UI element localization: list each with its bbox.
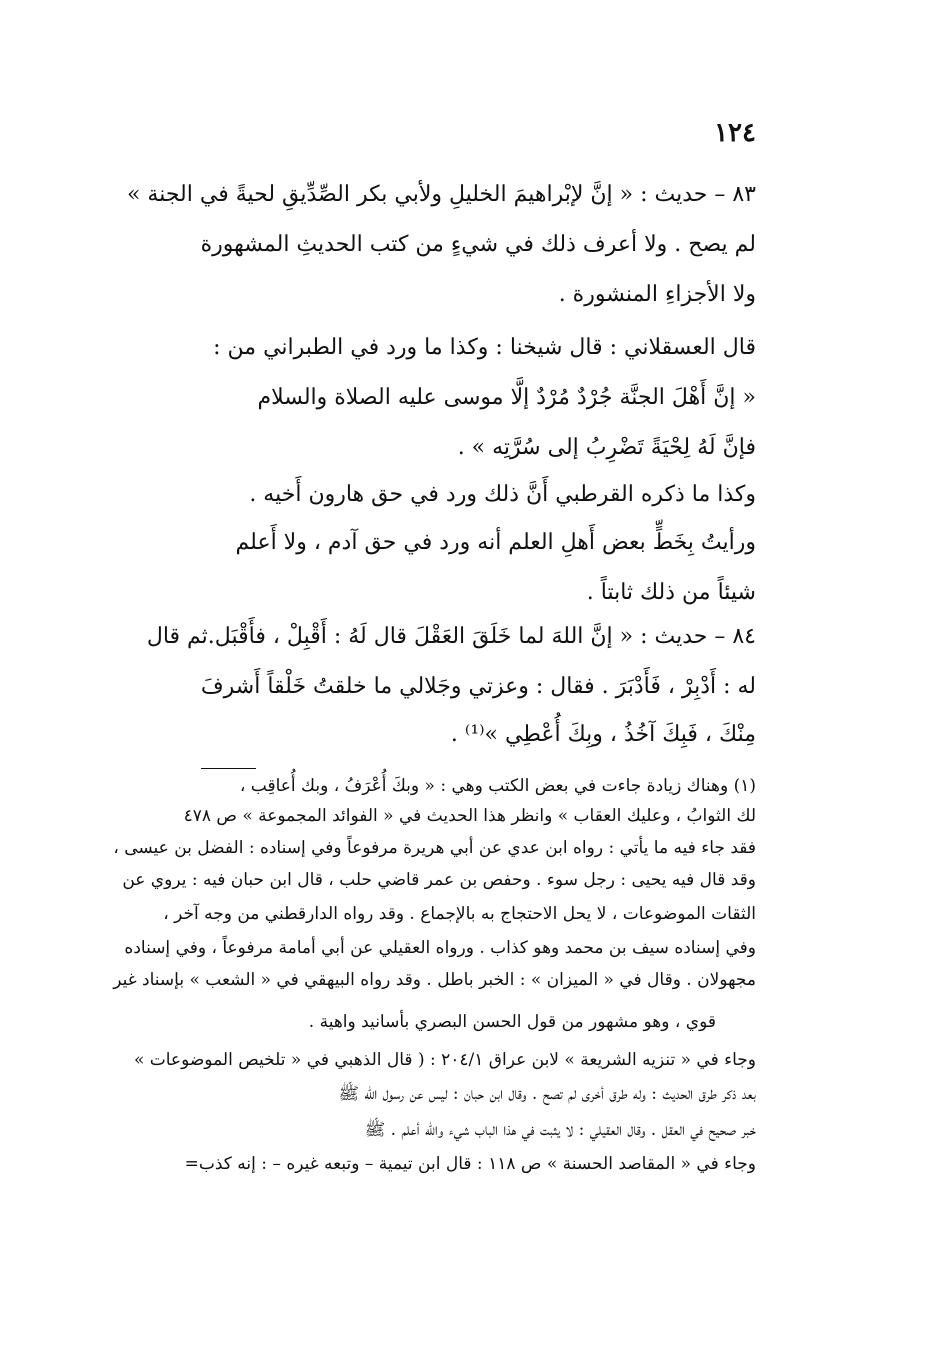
- footnote-line-3: فقد جاء فيه ما يأتي : رواه ابن عدي عن أبي هريرة مرفوعاً وفي إسناده : الفضل بن عيسى ،: [113, 838, 756, 858]
- footnote-line-11: خبر صحيح في العقل . وقال العقيلي : لا يثبت في هذا الباب شيء والله أعلم . ﷺ: [364, 1120, 756, 1140]
- main-line-7: وكذا ما ذكره القرطبي أَنَّ ذلك ورد في حق هارون أَخيه .: [249, 482, 756, 507]
- main-line-9: شيئاً من ذلك ثابتاً .: [586, 580, 756, 605]
- main-line-3: ولا الأجزاءِ المنشورة .: [558, 282, 756, 307]
- main-line-10: ٨٤ – حديث : « إنَّ اللهَ لما خَلَقَ العَقْلَ قال لَهُ : أَقْبِلْ ، فأَقْبَل.ثم قال: [146, 624, 756, 649]
- footnote-line-5: الثقات الموضوعات ، لا يحل الاحتجاج به بالإجماع . وقد رواه الدارقطني من وجه آخر ،: [163, 904, 756, 924]
- main-line-11: له : أَدْبِرْ ، فَأَدْبَرَ . فقال : وعزتي وجَلالي ما خلقتُ خَلْقاً أَشرفَ: [200, 674, 756, 699]
- footnote-line-9: وجاء في « تنزيه الشريعة » لابن عراق ٢٠٤/١ : ( قال الذهبي في « تلخيص الموضوعات »: [133, 1050, 756, 1070]
- footnote-line-12: وجاء في « المقاصد الحسنة » ص ١١٨ : قال ابن تيمية – وتبعه غيره – : إنه كذب=: [184, 1154, 756, 1174]
- footnote-line-6: وفي إسناده سيف بن محمد وهو كذاب . ورواه العقيلي عن أبي أمامة مرفوعاً ، وفي إسناده: [124, 938, 756, 958]
- main-line-6: فإنَّ لَهُ لِحْيَةً تَضْرِبُ إلى سُرَّتِه » .: [457, 435, 756, 460]
- footnote-line-4: وقد قال فيه يحيى : رجل سوء . وحفص بن عمر قاضي حلب ، قال ابن حبان فيه : يروي عن: [122, 870, 756, 890]
- footnote-separator: [201, 768, 256, 769]
- footnote-line-2: لك الثوابُ ، وعليك العقاب » وانظر هذا الحديث في « الفوائد المجموعة » ص ٤٧٨: [183, 806, 756, 826]
- footnote-line-7: مجهولان . وقال في « الميزان » : الخبر باطل . وقد رواه البيهقي في « الشعب » بإسناد غير: [113, 970, 756, 990]
- main-line-8: ورأيتُ بِخَطٍّ بعض أَهلِ العلم أنه ورد في حق آدم ، ولا أَعلم: [235, 530, 756, 555]
- main-line-2: لم يصح . ولا أعرف ذلك في شيءٍ من كتب الحديثِ المشهورة: [200, 232, 756, 257]
- main-line-4: قال العسقلاني : قال شيخنا : وكذا ما ورد في الطبراني من :: [213, 335, 756, 360]
- footnote-line-1: (١) وهناك زيادة جاءت في بعض الكتب وهي : « وبكَ أُعْرَفُ ، وبك أُعاقِب ،: [239, 776, 756, 796]
- page-number: ١٢٤: [714, 118, 756, 148]
- footnote-line-10: بعد ذكر طرق الحديث : وله طرق أخرى لم تصح . وقال ابن حبان : ليس عن رسول الله ﷺ: [338, 1084, 756, 1104]
- main-line-5: « إنَّ أَهْلَ الجنَّة جُرْدٌ مُرْدٌ إلَّا موسى عليه الصلاة والسلام: [257, 385, 756, 410]
- main-line-12: مِنْكَ ، فَبِكَ آخُذُ ، وبِكَ أُعْطِي »⁽¹⁾ .: [450, 722, 756, 747]
- footnote-line-8: قوي ، وهو مشهور من قول الحسن البصري بأسانيد واهية .: [308, 1012, 716, 1032]
- main-line-1: ٨٣ – حديث : « إنَّ لإبْراهيمَ الخليلِ ولأبي بكر الصِّدِّيقِ لحيةً في الجنة »: [126, 182, 756, 207]
